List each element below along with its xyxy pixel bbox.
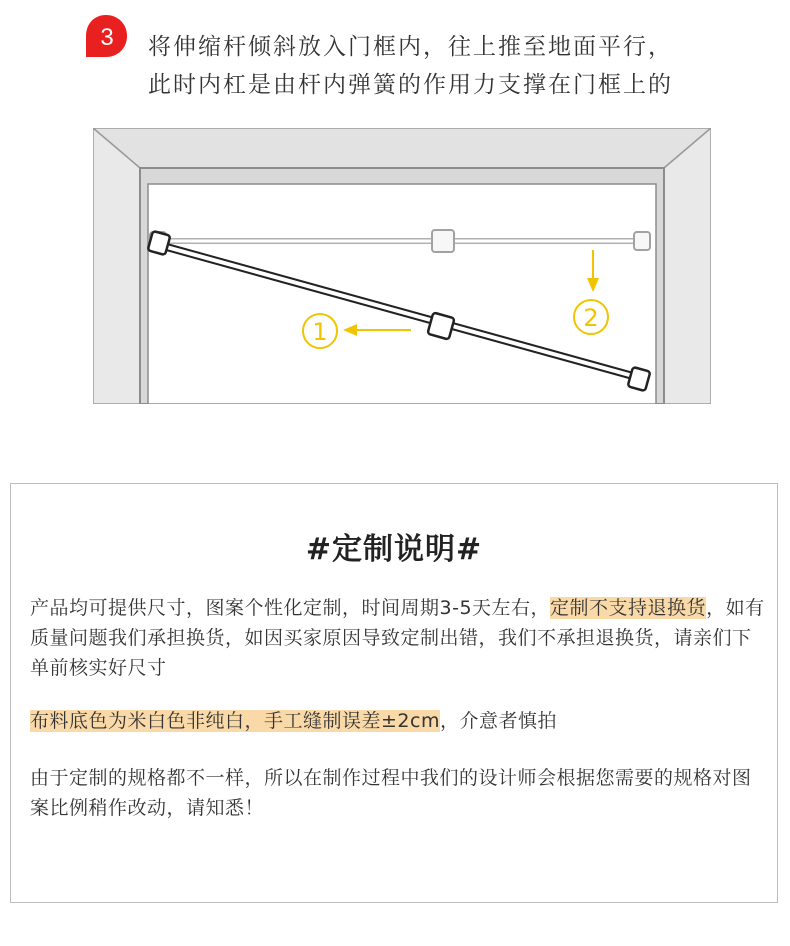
notice-paragraph-2-rest: ，介意者慎拍 [439,710,557,732]
door-frame-left-bevel [93,128,140,404]
step-instruction [148,28,673,104]
notice-title: #定制说明# [305,532,483,567]
notice-paragraph-3: 由于定制的规格都不一样，所以在制作过程中我们的设计师会根据您需要的规格对图案比例稍作改动，请知悉！ [30,767,752,819]
step-number-badge [82,12,130,60]
notice-paragraph-1-text: 产品均可提供尺寸，图案个性化定制，时间周期3-5天左右， [30,597,551,619]
customization-notice-box [10,483,778,903]
notice-paragraph-2 [30,706,765,736]
door-frame-right-bevel [664,128,711,404]
notice-no-return-highlight: 定制不支持退换货 [550,597,707,619]
step-number: 3 [100,24,114,51]
step-instruction-line-1: 将伸缩杆倾斜放入门框内，往上推至地面平行， [148,34,673,60]
step-instruction-line-2: 此时内杠是由杆内弹簧的作用力支撑在门框上的 [148,72,673,98]
svg-text:1: 1 [312,318,328,346]
door-frame-top-bevel [93,128,711,168]
door-frame-tension-rod-illustration [93,128,711,404]
notice-paragraph-1 [30,593,765,683]
notice-fabric-highlight: 布料底色为米白色非纯白，手工缝制误差±2cm [30,710,440,732]
door-opening [148,184,656,404]
svg-text:2: 2 [583,304,599,332]
notice-paragraph-1-rest: ，如有质量问题我们承担换货，如因买家原因导致定制出错，我们不承担退换货，请亲们下单前核实好尺寸 [30,597,765,679]
